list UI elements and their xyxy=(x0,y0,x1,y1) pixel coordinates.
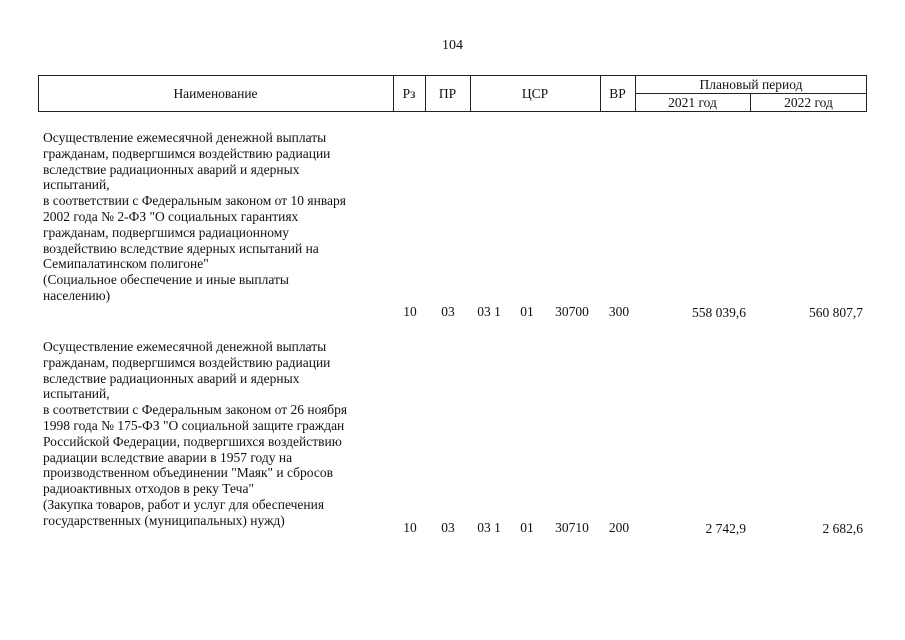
row-csr-subprogram: 01 xyxy=(520,304,534,319)
header-subrow-divider xyxy=(635,93,867,94)
row-csr-program: 03 1 xyxy=(477,304,501,319)
row-csr-direction: 30700 xyxy=(555,304,589,319)
header-vr: ВР xyxy=(609,86,626,101)
header-border-top xyxy=(38,75,867,76)
row-rz: 10 xyxy=(403,304,417,319)
row-csr-subprogram: 01 xyxy=(520,520,534,535)
row-csr-program: 03 1 xyxy=(477,520,501,535)
row-description: Осуществление ежемесячной денежной выплаты гражданам, подвергшимся воздействию радиации вследствие радиационных аварий и ядерных испытаний, в соответствии с Федеральным законом от 26 ноября 1998 года № 175-ФЗ "О социальной защите граждан Российской Федерации, подвергшихся воздействию радиации вследствие аварии в 1957 году на производственном объединении "Маяк" и сбросов радиоактивных отходов в реку Теча" (Закупка товаров, работ и услуг для обеспечения государственных (муниципальных) нужд) xyxy=(43,339,348,528)
header-pr: ПР xyxy=(438,86,457,101)
row-csr-direction: 30710 xyxy=(555,520,589,535)
header-year-2021: 2021 год xyxy=(668,95,717,110)
table-row xyxy=(0,130,905,320)
row-amount-2021: 558 039,6 xyxy=(692,305,746,320)
row-pr: 03 xyxy=(441,304,455,319)
table-row xyxy=(0,339,905,539)
table-header xyxy=(38,75,867,112)
row-vr: 200 xyxy=(608,520,630,535)
header-csr: ЦСР xyxy=(521,86,549,101)
page-number: 104 xyxy=(442,38,463,53)
header-border-bottom xyxy=(38,111,867,112)
row-amount-2022: 2 682,6 xyxy=(822,521,863,536)
header-planned-period: Плановый период xyxy=(699,77,803,92)
row-description: Осуществление ежемесячной денежной выплаты гражданам, подвергшимся воздействию радиации вследствие радиационных аварий и ядерных испытаний, в соответствии с Федеральным законом от 10 января 2002 года № 2-ФЗ "О социальных гарантиях гражданам, подвергшимся радиационному воздействию вследствие ядерных испытаний на Семипалатинском полигоне" (Социальное обеспечение и иные выплаты населению) xyxy=(43,130,346,303)
row-rz: 10 xyxy=(403,520,417,535)
header-year-2022: 2022 год xyxy=(784,95,833,110)
header-name: Наименование xyxy=(173,86,258,101)
row-amount-2021: 2 742,9 xyxy=(705,521,746,536)
row-vr: 300 xyxy=(608,304,630,319)
header-rz: Рз xyxy=(402,86,416,101)
row-amount-2022: 560 807,7 xyxy=(809,305,863,320)
row-pr: 03 xyxy=(441,520,455,535)
